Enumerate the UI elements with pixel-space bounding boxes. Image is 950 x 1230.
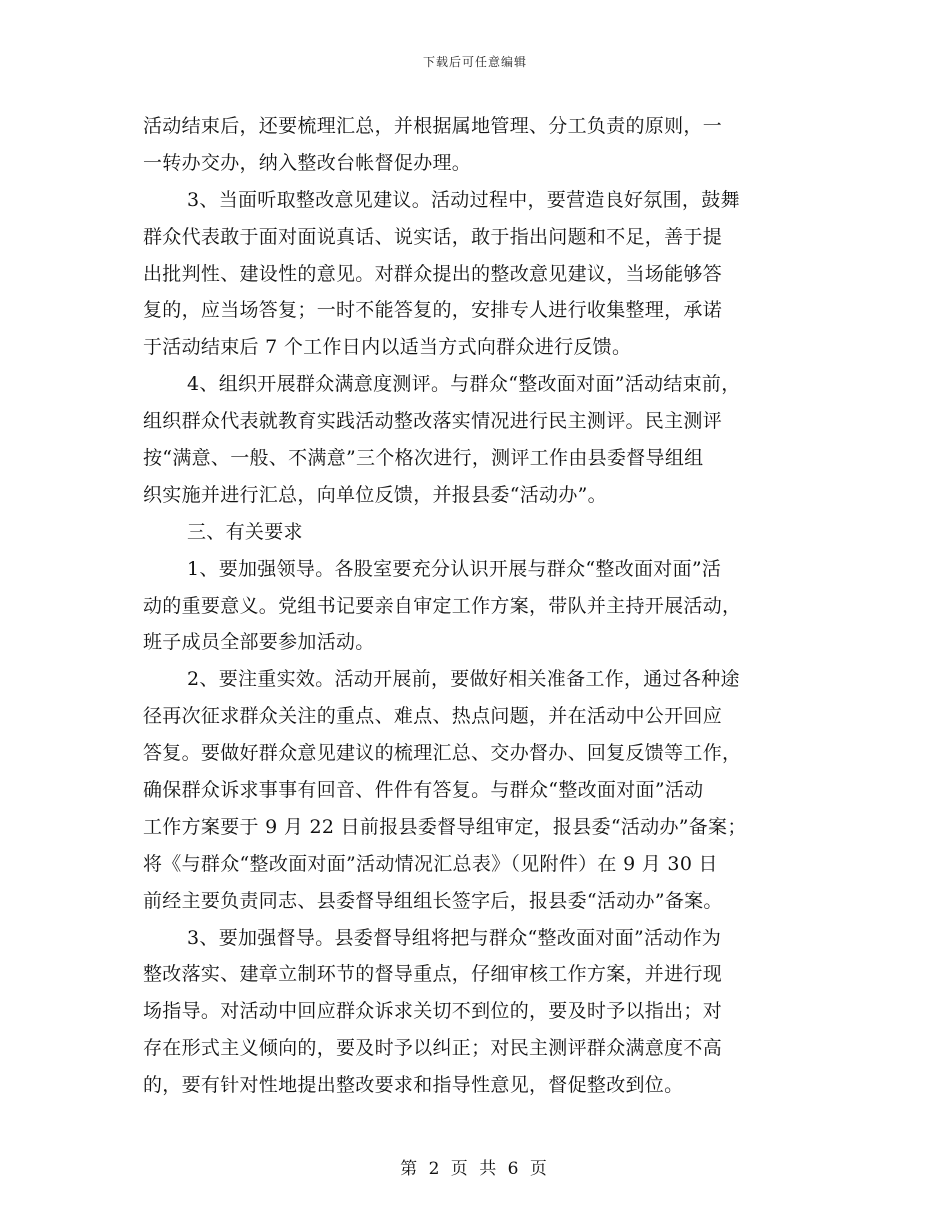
text-line: 于活动结束后 7 个工作日内以适当方式向群众进行反馈。 bbox=[143, 336, 632, 359]
document-body bbox=[143, 108, 819, 1104]
text-line: 前经主要负责同志、县委督导组组长签字后，报县委“活动办”备案。 bbox=[143, 889, 723, 912]
text-line: 复的，应当场答复；一时不能答复的，安排专人进行收集整理，承诺 bbox=[143, 299, 723, 322]
text-line: 群众代表敢于面对面说真话、说实话，敢于指出问题和不足，善于提 bbox=[143, 225, 723, 248]
text-line: 一转办交办，纳入整改台帐督促办理。 bbox=[143, 151, 472, 174]
text-line: 活动结束后，还要梳理汇总，并根据属地管理、分工负责的原则，一 bbox=[143, 115, 723, 137]
text-line: 班子成员全部要参加活动。 bbox=[143, 631, 375, 654]
text-line: 1、要加强领导。各股室要充分认识开展与群众“整改面对面”活 bbox=[187, 557, 722, 580]
text-line: 整改落实、建章立制环节的督导重点，仔细审核工作方案，并进行现 bbox=[143, 963, 723, 986]
page-header: 下载后可任意编辑 bbox=[422, 55, 527, 69]
text-line: 场指导。对活动中回应群众诉求关切不到位的，要及时予以指出；对 bbox=[143, 1000, 723, 1023]
text-line: 4、组织开展群众满意度测评。与群众“整改面对面”活动结束前， bbox=[187, 373, 741, 396]
page-footer: 第 2 页 共 6 页 bbox=[400, 1159, 550, 1179]
text-line: 出批判性、建设性的意见。对群众提出的整改意见建议，当场能够答 bbox=[143, 262, 723, 285]
text-line: 织实施并进行汇总，向单位反馈，并报县委“活动办”。 bbox=[143, 483, 607, 506]
text-line: 将《与群众“整改面对面”活动情况汇总表》（见附件）在 9 月 30 日 bbox=[143, 852, 718, 875]
text-line: 三、有关要求 bbox=[187, 520, 303, 543]
text-line: 工作方案要于 9 月 22 日前报县委督导组审定，报县委“活动办”备案； bbox=[143, 815, 747, 838]
text-line: 按“满意、一般、不满意”三个格次进行，测评工作由县委督导组组 bbox=[143, 447, 704, 470]
text-line: 3、要加强督导。县委督导组将把与群众“整改面对面”活动作为 bbox=[187, 926, 722, 949]
text-line: 的，要有针对性地提出整改要求和指导性意见，督促整改到位。 bbox=[143, 1074, 684, 1097]
text-line: 确保群众诉求事事有回音、件件有答复。与群众“整改面对面”活动 bbox=[143, 779, 704, 802]
text-line: 组织群众代表就教育实践活动整改落实情况进行民主测评。民主测评 bbox=[143, 410, 723, 433]
text-line: 动的重要意义。党组书记要亲自审定工作方案，带队并主持开展活动， bbox=[143, 594, 742, 617]
text-line: 3、当面听取整改意见建议。活动过程中，要营造良好氛围，鼓舞 bbox=[187, 188, 740, 211]
text-line: 2、要注重实效。活动开展前，要做好相关准备工作，通过各种途 bbox=[187, 668, 740, 691]
text-line: 答复。要做好群众意见建议的梳理汇总、交办督办、回复反馈等工作， bbox=[143, 742, 742, 765]
text-line: 存在形式主义倾向的，要及时予以纠正；对民主测评群众满意度不高 bbox=[143, 1037, 723, 1060]
text-line: 径再次征求群众关注的重点、难点、热点问题，并在活动中公开回应 bbox=[143, 705, 723, 728]
